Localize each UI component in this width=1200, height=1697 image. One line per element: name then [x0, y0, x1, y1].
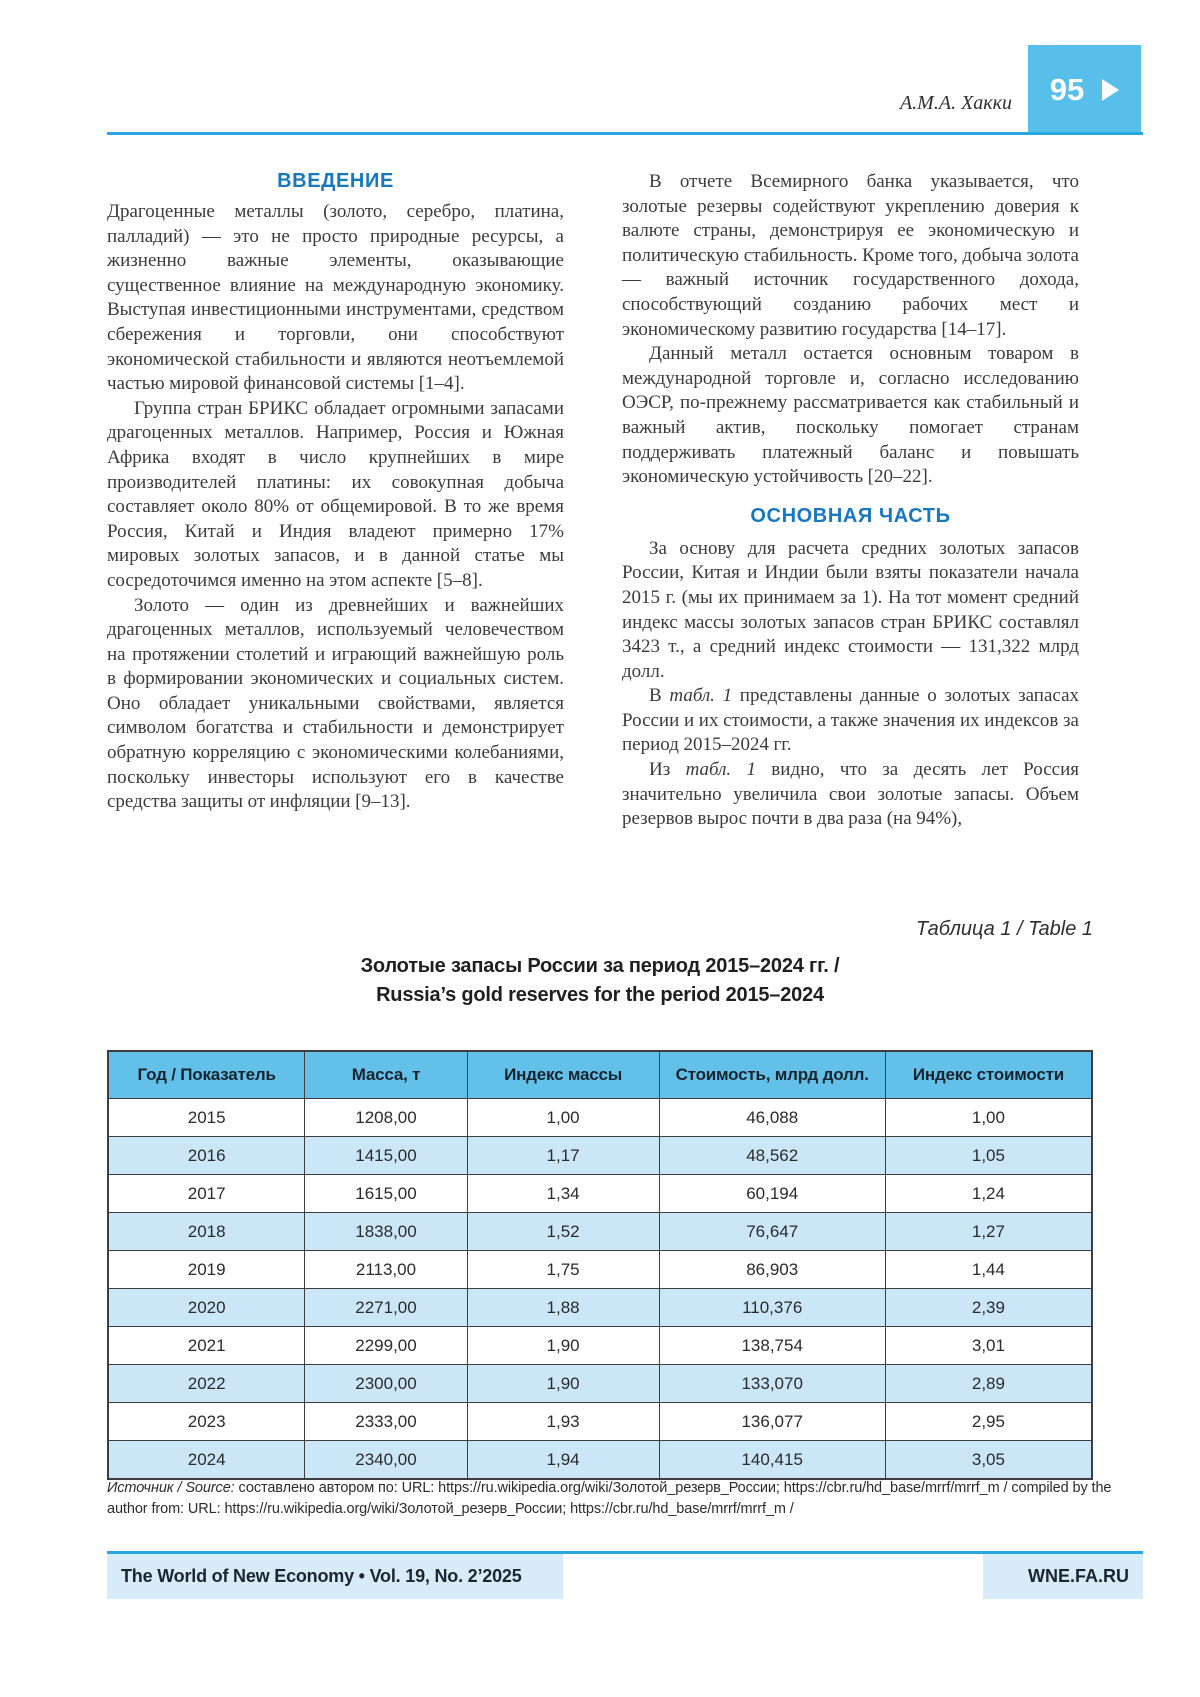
table-cell: 2020	[108, 1289, 305, 1327]
table-cell: 1,24	[885, 1175, 1092, 1213]
table-row	[108, 1175, 1092, 1213]
table-cell: 140,415	[659, 1441, 885, 1480]
table-cell: 3,05	[885, 1441, 1092, 1480]
table-cell: 2017	[108, 1175, 305, 1213]
table-cell: 2018	[108, 1213, 305, 1251]
intro-paragraph: Золото — один из древнейших и важнейших драгоценных металлов, используемый человечеством на протяжении столетий и играющий важнейшую роль в формировании экономических и социальных систем. Оно обладает уникальными свойствами, является символом богатства и стабильности и демонстрирует обратную корреляцию с экономическими колебаниями, поскольку инвесторы используют его в качестве средства защиты от инфляции [9–13].	[107, 594, 564, 813]
table-head	[108, 1051, 1092, 1099]
table-reference: табл. 1	[685, 759, 756, 781]
table-row	[108, 1441, 1092, 1480]
table-cell: 133,070	[659, 1365, 885, 1403]
table-cell: 1,27	[885, 1213, 1092, 1251]
body-paragraph	[622, 684, 1079, 758]
table-cell: 2,95	[885, 1403, 1092, 1441]
intro-paragraph: Группа стран БРИКС обладает огромными запасами драгоценных металлов. Например, Россия и Южная Африка входят в число крупнейших в мире производителей платины: их совокупная добыча составляет около 80% от общемировой. В то же время Россия, Китай и Индия владеют примерно 17% мировых золотых запасов, и в данной статье мы сосредоточимся именно на этом аспекте [5–8].	[107, 397, 564, 591]
table-cell: 60,194	[659, 1175, 885, 1213]
table-cell: 2016	[108, 1137, 305, 1175]
table-cell: 2019	[108, 1251, 305, 1289]
table-row	[108, 1137, 1092, 1175]
table-caption: Таблица 1 / Table 1	[915, 918, 1093, 940]
table-cell: 2024	[108, 1441, 305, 1480]
text-columns	[107, 170, 1079, 832]
section-heading-main-part: ОСНОВНАЯ ЧАСТЬ	[750, 504, 951, 527]
table-cell: 86,903	[659, 1251, 885, 1289]
table-cell: 2113,00	[305, 1251, 467, 1289]
paragraph-text: Из	[649, 759, 686, 781]
page-number: 95	[1049, 72, 1085, 107]
table-row	[108, 1213, 1092, 1251]
table-cell: 1,34	[467, 1175, 659, 1213]
body-paragraph	[622, 758, 1079, 832]
source-label: Источник / Source:	[107, 1480, 235, 1496]
table-row	[108, 1251, 1092, 1289]
left-column	[107, 170, 564, 832]
table-header-cell: Масса, т	[305, 1051, 467, 1099]
gold-reserves-table	[107, 1050, 1093, 1480]
table-row	[108, 1327, 1092, 1365]
body-paragraph: В отчете Всемирного банка указывается, что золотые резервы содействуют укреплению доверия к валюте страны, демонстрируя ее экономическую и политическую стабильность. Кроме того, добыча золота — важный источник государственного дохода, способствующий созданию рабочих мест и экономическому развитию государства [14–17].	[622, 171, 1079, 340]
table-header-cell: Год / Показатель	[108, 1051, 305, 1099]
table-cell: 1615,00	[305, 1175, 467, 1213]
table-cell: 2271,00	[305, 1289, 467, 1327]
table-cell: 2340,00	[305, 1441, 467, 1480]
footer-journal-info: The World of New Economy • Vol. 19, No. 2’2025	[107, 1554, 563, 1599]
running-head-author: А.М.А. Хакки	[899, 92, 1012, 114]
table-reference: табл. 1	[669, 685, 733, 707]
table-cell: 1,05	[885, 1137, 1092, 1175]
table-cell: 1,90	[467, 1327, 659, 1365]
table-row	[108, 1365, 1092, 1403]
table-cell: 2021	[108, 1327, 305, 1365]
table-cell: 1,52	[467, 1213, 659, 1251]
table-cell: 1838,00	[305, 1213, 467, 1251]
table-title	[107, 952, 1093, 1010]
table-title-en: Russia’s gold reserves for the period 2015–2024	[376, 984, 824, 1006]
source-note	[107, 1478, 1117, 1520]
table-row	[108, 1289, 1092, 1327]
table-header-cell: Индекс стоимости	[885, 1051, 1092, 1099]
section-heading-introduction: ВВЕДЕНИЕ	[277, 170, 394, 192]
table-cell: 1,93	[467, 1403, 659, 1441]
table-cell: 2299,00	[305, 1327, 467, 1365]
table-cell: 3,01	[885, 1327, 1092, 1365]
table-cell: 1415,00	[305, 1137, 467, 1175]
intro-paragraph: Драгоценные металлы (золото, серебро, платина, палладий) — это не просто природные ресурсы, а жизненно важные элементы, оказывающие существенное влияние на международную экономику. Выступая инвестиционными инструментами, средством сбережения и торговли, они способствуют экономической стабильности и являются неотъемлемой частью мировой финансовой системы [1–4].	[107, 201, 564, 395]
table-cell: 1208,00	[305, 1099, 467, 1137]
table-cell: 1,88	[467, 1289, 659, 1327]
table-cell: 2333,00	[305, 1403, 467, 1441]
paragraph-text: представлены данные о золотых запасах России и их стоимости, а также значения их индексов за период 2015–2024 гг.	[622, 685, 1079, 756]
table-cell: 1,00	[885, 1099, 1092, 1137]
table-cell: 76,647	[659, 1213, 885, 1251]
table-cell: 2,89	[885, 1365, 1092, 1403]
arrow-right-icon	[1102, 79, 1119, 101]
footer-site-url: WNE.FA.RU	[983, 1554, 1143, 1599]
table-cell: 138,754	[659, 1327, 885, 1365]
table-cell: 2022	[108, 1365, 305, 1403]
table-cell: 1,00	[467, 1099, 659, 1137]
table-cell: 136,077	[659, 1403, 885, 1441]
table-cell: 1,90	[467, 1365, 659, 1403]
table-cell: 1,94	[467, 1441, 659, 1480]
table-cell: 2300,00	[305, 1365, 467, 1403]
body-paragraph: Данный металл остается основным товаром в международной торговле и, согласно исследованию ОЭСР, по-прежнему рассматривается как стабильный и важный актив, поскольку помогает странам поддерживать платежный баланс и повышать экономическую устойчивость [20–22].	[622, 343, 1079, 488]
table-header-row	[108, 1051, 1092, 1099]
table-header-cell: Стоимость, млрд долл.	[659, 1051, 885, 1099]
table-cell: 1,17	[467, 1137, 659, 1175]
right-column	[622, 170, 1079, 832]
header-rule	[107, 132, 1143, 135]
page-number-box	[1028, 45, 1141, 135]
table-row	[108, 1099, 1092, 1137]
table-title-ru: Золотые запасы России за период 2015–2024 гг. /	[360, 955, 840, 977]
table-cell: 48,562	[659, 1137, 885, 1175]
body-paragraph: За основу для расчета средних золотых запасов России, Китая и Индии были взяты показатели начала 2015 г. (мы их принимаем за 1). На тот момент средний индекс массы золотых запасов стран БРИКС составлял 3423 т., а средний индекс стоимости — 131,322 млрд долл.	[622, 537, 1079, 682]
table-cell: 2,39	[885, 1289, 1092, 1327]
source-text: составлено автором по: URL: https://ru.wikipedia.org/wiki/Золотой_резерв_России; https://cbr.ru/hd_base/mrrf/mrrf_m / compiled by the author from: URL: https://ru.wikipedia.org/wiki/Золотой_резерв_России; https://cbr.ru/hd_base/mrrf/mrrf_m /	[107, 1480, 1112, 1517]
table-header-cell: Индекс массы	[467, 1051, 659, 1099]
paragraph-text: В	[649, 685, 670, 707]
table-cell: 2015	[108, 1099, 305, 1137]
table-cell: 2023	[108, 1403, 305, 1441]
table-row	[108, 1403, 1092, 1441]
paragraph-text: видно, что за десять лет Россия значительно увеличила свои золотые запасы. Объем резервов вырос почти в два раза (на 94%),	[622, 759, 1079, 830]
table-body	[108, 1099, 1092, 1480]
table-cell: 110,376	[659, 1289, 885, 1327]
table-cell: 46,088	[659, 1099, 885, 1137]
table-cell: 1,75	[467, 1251, 659, 1289]
table-cell: 1,44	[885, 1251, 1092, 1289]
